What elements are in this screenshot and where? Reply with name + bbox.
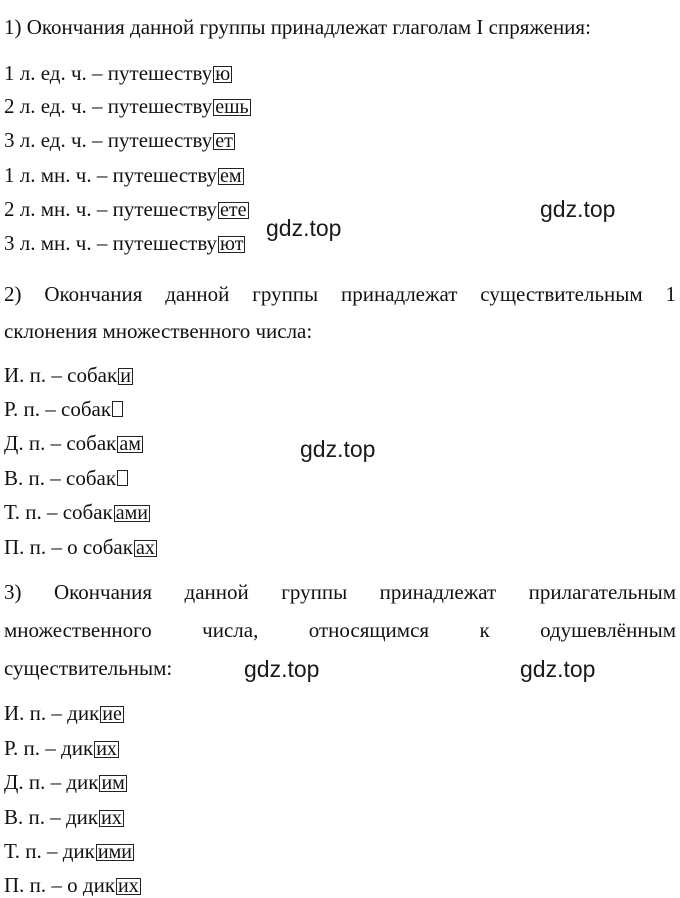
conjugation-row: 3 л. мн. ч. – путешеству ют — [4, 231, 244, 255]
ending-box: ете — [220, 199, 247, 221]
section3-header-line1: 3) Окончания данной группы принадлежат прилагательным — [4, 580, 676, 604]
declension-row: Р. п. – собак — [4, 396, 676, 422]
ending-box: ам — [119, 433, 141, 455]
conjugation-row: 2 л. мн. ч. – путешеству ете — [4, 197, 247, 221]
ending-box: ими — [97, 841, 132, 863]
adjective-row: И. п. – дик ие — [4, 701, 122, 725]
ending-box: их — [96, 738, 117, 760]
ending-box: ю — [215, 63, 231, 85]
declension-row: В. п. – собак — [4, 465, 676, 491]
ending-box: ешь — [215, 96, 249, 118]
watermark: gdz.top — [300, 436, 376, 462]
adjective-row: В. п. – дик их — [4, 805, 122, 829]
watermark: gdz.top — [540, 196, 616, 222]
conjugation-row: 3 л. ед. ч. – путешеству ет — [4, 128, 233, 152]
watermark: gdz.top — [244, 656, 320, 682]
adjective-row: Р. п. – дик их — [4, 736, 117, 760]
section3-header-line3: существительным: — [4, 656, 173, 680]
section3-header-line2: множественного числа, относящимся к одушевлённым — [4, 618, 676, 642]
conjugation-row: 2 л. ед. ч. – путешеству ешь — [4, 94, 249, 118]
ending-box: и — [120, 365, 131, 387]
section2-header-line1: 2) Окончания данной группы принадлежат существительным 1 — [4, 282, 676, 306]
adjective-row: Т. п. – дик ими — [4, 839, 132, 863]
section2-header-line2: склонения множественного числа: — [4, 319, 313, 343]
section1-header: 1) Окончания данной группы принадлежат глаголам I спряжения: — [4, 15, 591, 39]
ending-box: ют — [220, 233, 244, 255]
ending-box: их — [118, 875, 139, 897]
ending-box: ет — [215, 130, 233, 152]
declension-row: П. п. – о собак ах — [4, 535, 155, 559]
watermark: gdz.top — [520, 656, 596, 682]
adjective-row: П. п. – о дик их — [4, 873, 139, 897]
ending-box: им — [101, 772, 125, 794]
conjugation-row: 1 л. мн. ч. – путешеству ем — [4, 163, 242, 187]
ending-box: ие — [102, 703, 122, 725]
declension-row: Д. п. – собак ам — [4, 431, 141, 455]
watermark: gdz.top — [266, 215, 342, 241]
declension-row: Т. п. – собак ами — [4, 500, 148, 524]
adjective-row: Д. п. – дик им — [4, 770, 125, 794]
declension-row: И. п. – собак и — [4, 363, 131, 387]
ending-box: ах — [135, 537, 155, 559]
ending-box: их — [101, 807, 122, 829]
ending-box: ами — [115, 502, 148, 524]
conjugation-row: 1 л. ед. ч. – путешеству ю — [4, 61, 231, 85]
empty-ending-box — [117, 470, 128, 486]
empty-ending-box — [112, 401, 123, 417]
ending-box: ем — [220, 165, 242, 187]
